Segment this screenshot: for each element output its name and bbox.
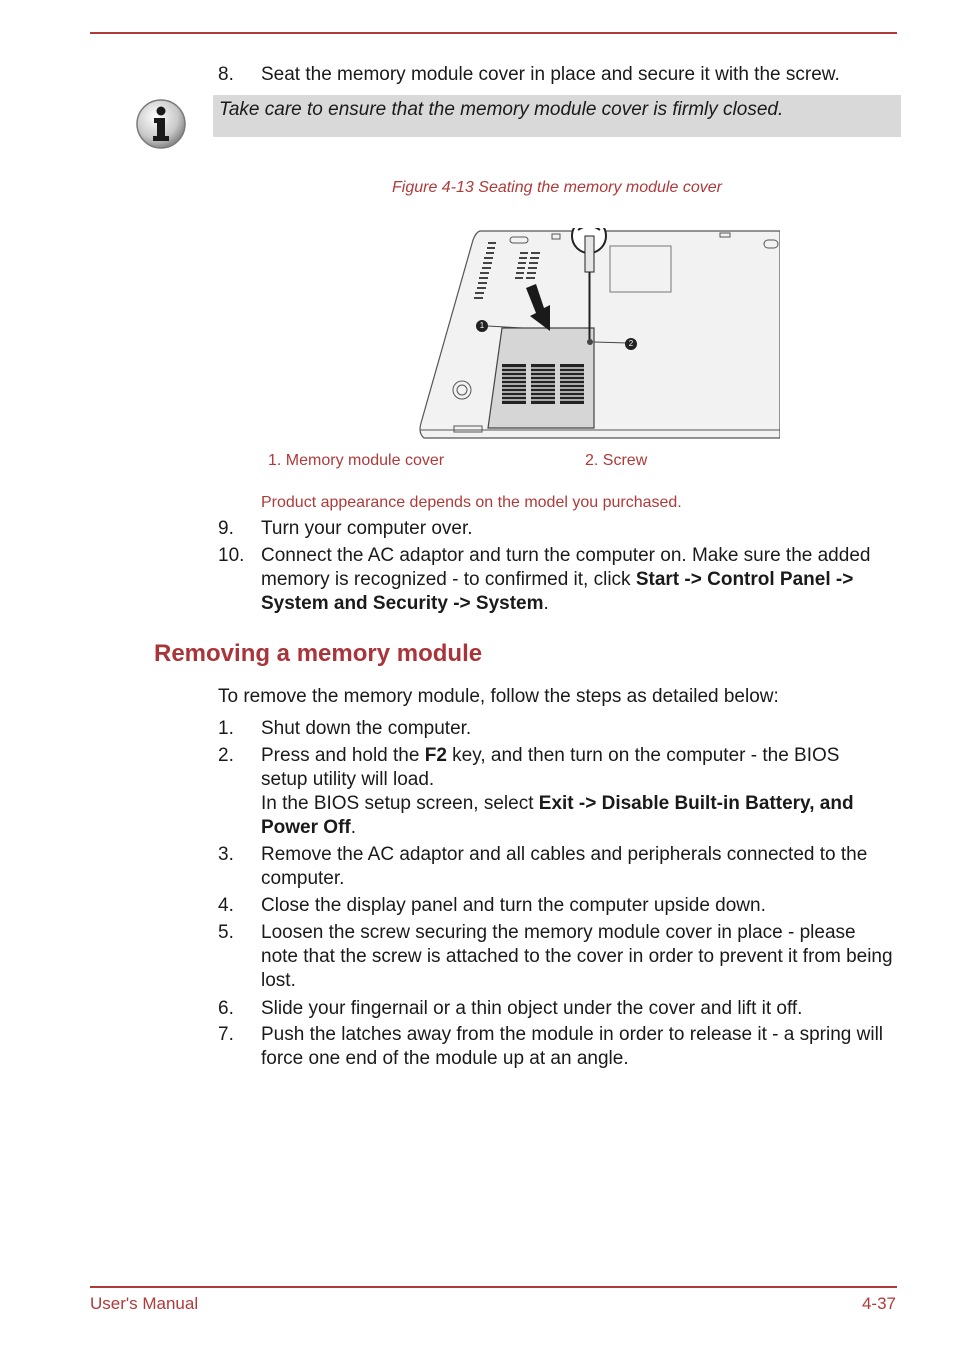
step-number: 8. <box>218 64 234 85</box>
step-number: 4. <box>218 895 234 916</box>
step-number: 7. <box>218 1024 234 1045</box>
step-number: 1. <box>218 718 234 739</box>
step-number: 3. <box>218 844 234 865</box>
step-number: 10. <box>218 545 245 566</box>
step-number: 5. <box>218 922 234 943</box>
callout-1: 1 <box>476 320 488 332</box>
figure-caption: Figure 4-13 Seating the memory module cover <box>392 179 722 196</box>
info-icon <box>135 98 187 150</box>
figure-disclaimer: Product appearance depends on the model you purchased. <box>261 494 682 511</box>
step-text: Remove the AC adaptor and all cables and peripherals connected to the computer. <box>261 844 868 889</box>
figure-label-memory-cover: 1. Memory module cover <box>268 452 445 469</box>
figure-label-screw: 2. Screw <box>585 452 648 469</box>
step-text: Shut down the computer. <box>261 718 472 739</box>
step-number: 6. <box>218 998 234 1019</box>
step-number: 2. <box>218 745 234 766</box>
note-text: Take care to ensure that the memory module cover is firmly closed. <box>219 99 784 120</box>
step-text: Loosen the screw securing the memory module cover in place - please note that the screw is attached to the cover in order to prevent it from being lost. <box>261 922 893 991</box>
step-number: 9. <box>218 518 234 539</box>
step-text: Close the display panel and turn the computer upside down. <box>261 895 766 916</box>
step-text: Connect the AC adaptor and turn the computer on. Make sure the added memory is recognized - to confirmed it, click Start -> Control Panel -> System and Security -> System. <box>261 545 871 614</box>
step-text: Turn your computer over. <box>261 518 473 539</box>
step-text: Slide your fingernail or a thin object under the cover and lift it off. <box>261 998 803 1019</box>
laptop-bottom-illustration <box>418 228 780 440</box>
callout-2: 2 <box>625 338 637 350</box>
step-text: Push the latches away from the module in order to release it - a spring will force one end of the module up at an angle. <box>261 1024 884 1069</box>
section-intro: To remove the memory module, follow the steps as detailed below: <box>218 686 779 707</box>
page-number: 4-37 <box>861 1294 896 1313</box>
step-text: Press and hold the F2 key, and then turn on the computer - the BIOS setup utility will load. In the BIOS setup screen, select Exit -> Disable Built-in Battery, and Power Off. <box>261 745 854 838</box>
footer-rule <box>90 1286 897 1288</box>
step-text: Seat the memory module cover in place and secure it with the screw. <box>261 64 840 85</box>
header-rule <box>90 32 897 34</box>
section-heading: Removing a memory module <box>154 640 483 667</box>
footer-title: User's Manual <box>90 1294 199 1313</box>
